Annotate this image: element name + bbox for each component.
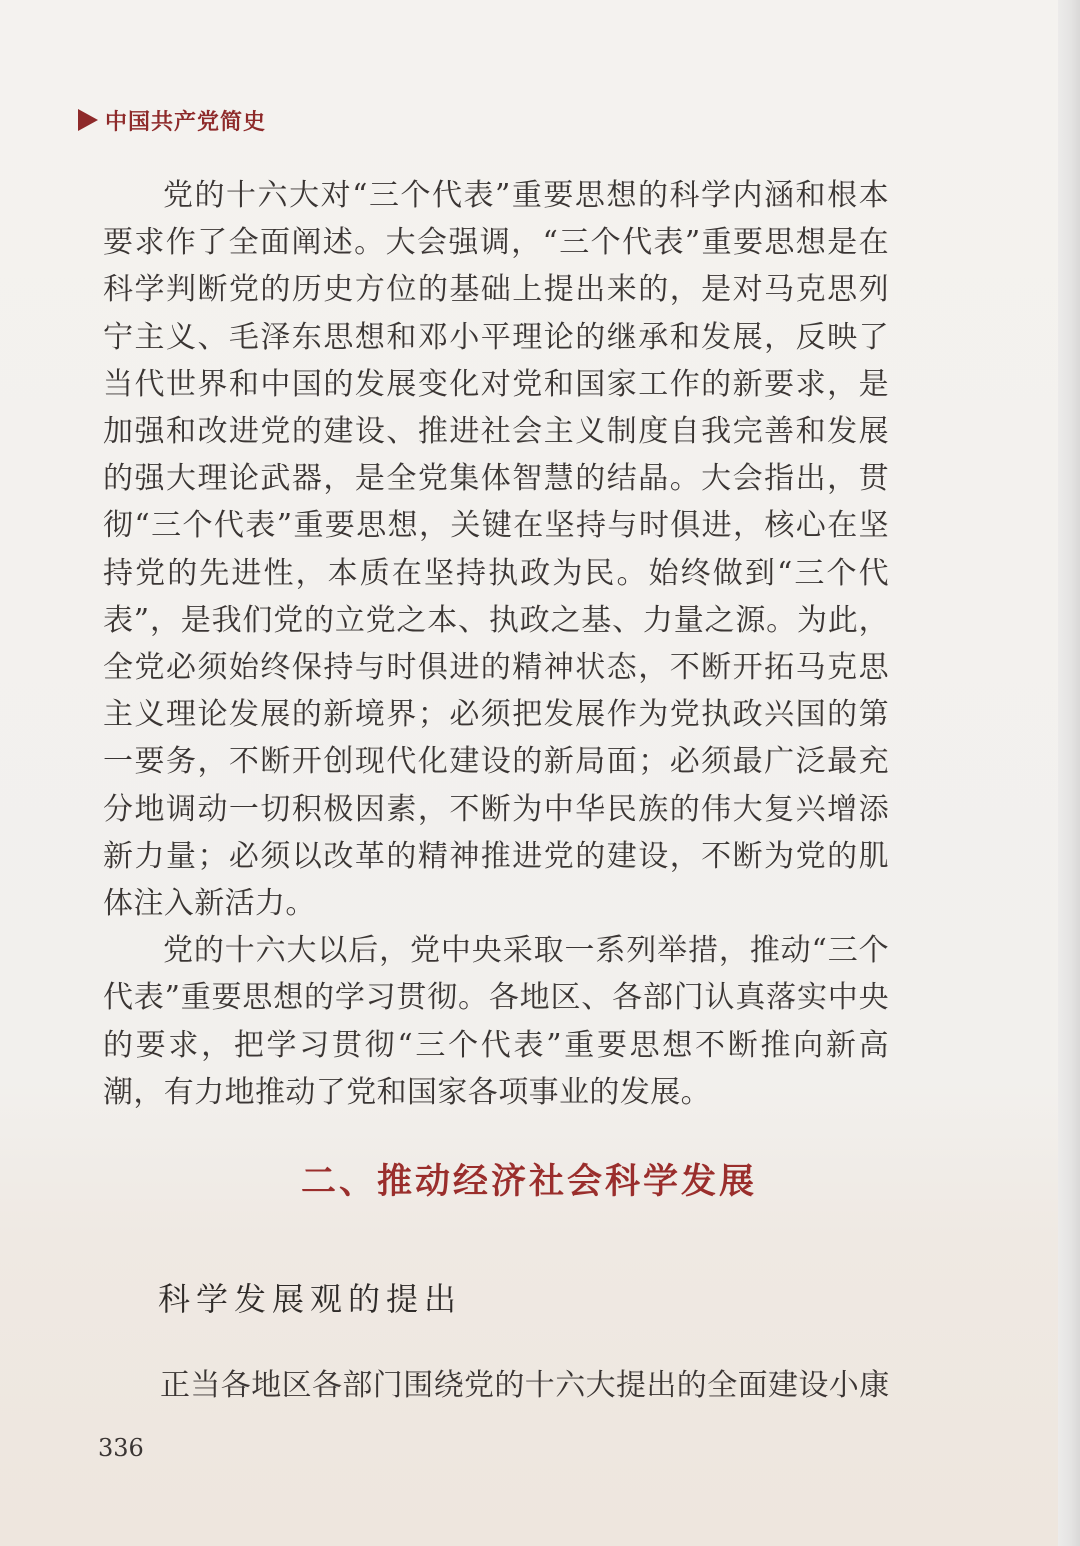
- paragraph-continuation: 正当各地区各部门围绕党的十六大提出的全面建设小康: [160, 1368, 890, 1403]
- play-triangle-icon: [78, 109, 98, 131]
- body-text: [103, 172, 889, 1116]
- page-number: 336: [98, 1434, 144, 1462]
- paragraph: 党的十六大对“三个代表”重要思想的科学内涵和根本要求作了全面阐述。大会强调，“三个代表”重要思想是在科学判断党的历史方位的基础上提出来的，是对马克思列宁主义、毛泽东思想和邓小平理论的继承和发展，反映了当代世界和中国的发展变化对党和国家工作的新要求，是加强和改进党的建设、推进社会主义制度自我完善和发展的强大理论武器，是全党集体智慧的结晶。大会指出，贯彻“三个代表”重要思想，关键在坚持与时俱进，核心在坚持党的先进性，本质在坚持执政为民。始终做到“三个代表”，是我们党的立党之本、执政之基、力量之源。为此，全党必须始终保持与时俱进的精神状态，不断开拓马克思主义理论发展的新境界；必须把发展作为党执政兴国的第一要务，不断开创现代化建设的新局面；必须最广泛最充分地调动一切积极因素，不断为中华民族的伟大复兴增添新力量；必须以改革的精神推进党的建设，不断为党的肌体注入新活力。: [103, 178, 889, 922]
- running-header: [78, 104, 266, 136]
- section-title: 二、推动经济社会科学发展: [300, 1162, 757, 1202]
- book-title: 中国共产党简史: [105, 109, 267, 135]
- page-edge-shadow: [1058, 0, 1080, 1546]
- subsection-title: 科学发展观的提出: [158, 1280, 463, 1318]
- paragraph: 党的十六大以后，党中央采取一系列举措，推动“三个代表”重要思想的学习贯彻。各地区、各部门认真落实中央的要求，把学习贯彻“三个代表”重要思想不断推向新高潮，有力地推动了党和国家各项事业的发展。: [103, 933, 889, 1110]
